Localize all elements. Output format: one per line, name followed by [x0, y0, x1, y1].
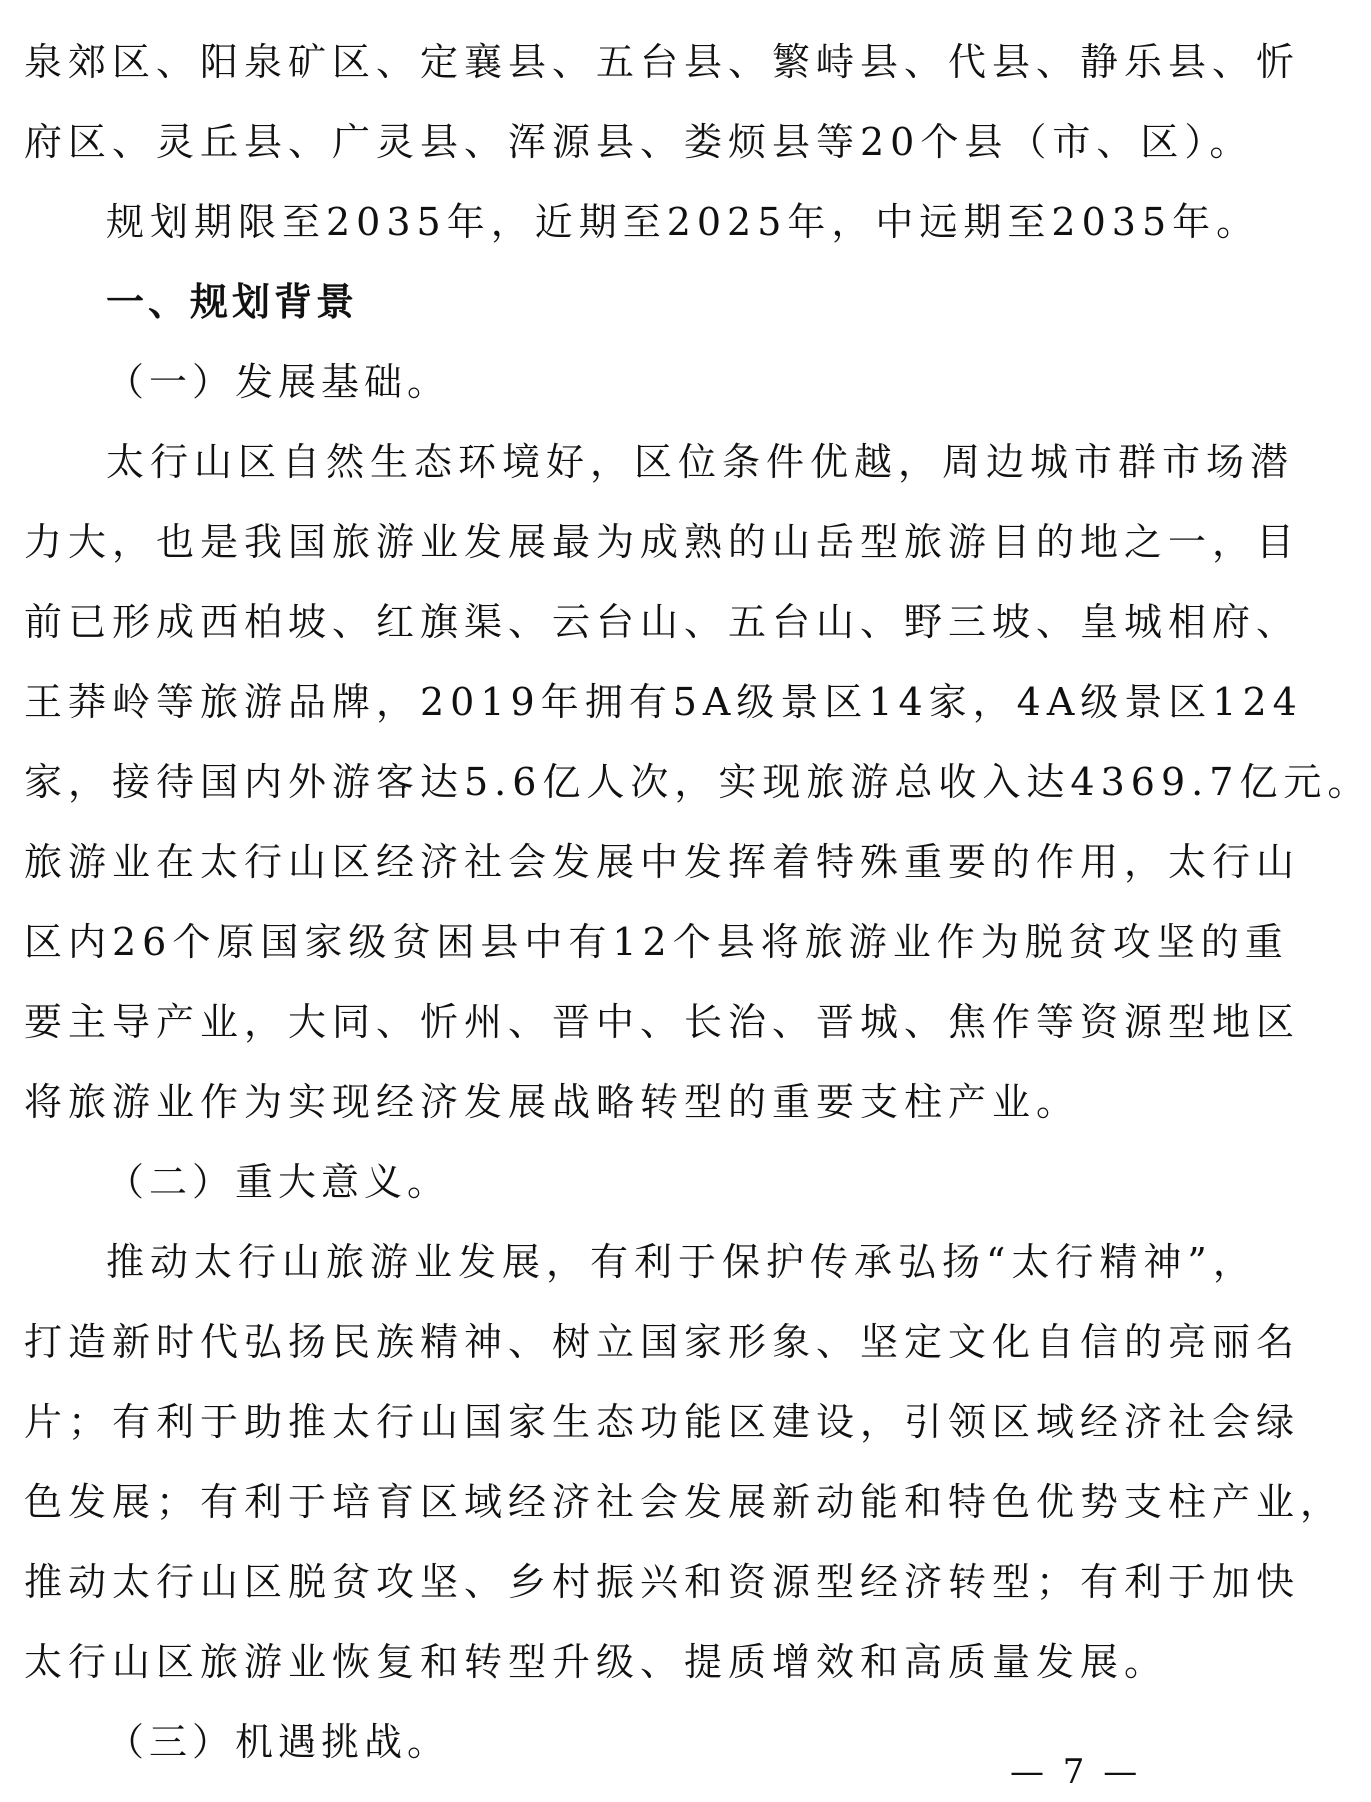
subsection-heading: （二）重大意义。 [106, 1160, 451, 1204]
paragraph-line: 家，接待国内外游客达5.6亿人次，实现旅游总收入达4369.7亿元。 [24, 760, 1371, 804]
paragraph-line: 府区、灵丘县、广灵县、浑源县、娄烦县等20个县（市、区）。 [24, 120, 1254, 164]
paragraph-line: 将旅游业作为实现经济发展战略转型的重要支柱产业。 [24, 1080, 1081, 1124]
subsection-heading: （三）机遇挑战。 [106, 1720, 451, 1764]
paragraph-line: 太行山区旅游业恢复和转型升级、提质增效和高质量发展。 [24, 1640, 1169, 1684]
paragraph-line: 要主导产业，大同、忻州、晋中、长治、晋城、焦作等资源型地区 [24, 1000, 1301, 1044]
paragraph-line: 王莽岭等旅游品牌，2019年拥有5A级景区14家，4A级景区124 [24, 680, 1303, 724]
paragraph-line: 打造新时代弘扬民族精神、树立国家形象、坚定文化自信的亮丽名 [24, 1320, 1301, 1364]
paragraph-line: 前已形成西柏坡、红旗渠、云台山、五台山、野三坡、皇城相府、 [24, 600, 1301, 644]
page-number: — 7 — [1010, 1752, 1142, 1792]
document-page [24, 0, 1371, 1782]
paragraph-line: 色发展；有利于培育区域经济社会发展新动能和特色优势支柱产业， [24, 1480, 1345, 1524]
paragraph-line: 片；有利于助推太行山国家生态功能区建设，引领区域经济社会绿 [24, 1400, 1301, 1444]
subsection-heading: （一）发展基础。 [106, 360, 451, 404]
paragraph-line: 规划期限至2035年，近期至2025年，中远期至2035年。 [106, 200, 1261, 244]
paragraph-line: 旅游业在太行山区经济社会发展中发挥着特殊重要的作用，太行山 [24, 840, 1301, 884]
paragraph-line: 泉郊区、阳泉矿区、定襄县、五台县、繁峙县、代县、静乐县、忻 [24, 40, 1301, 84]
paragraph-line: 推动太行山区脱贫攻坚、乡村振兴和资源型经济转型；有利于加快 [24, 1560, 1301, 1604]
section-heading: 一、规划背景 [106, 280, 359, 324]
paragraph-line: 区内26个原国家级贫困县中有12个县将旅游业作为脱贫攻坚的重 [24, 920, 1289, 964]
paragraph-line: 推动太行山旅游业发展，有利于保护传承弘扬“太行精神”， [106, 1240, 1257, 1284]
paragraph-line: 力大，也是我国旅游业发展最为成熟的山岳型旅游目的地之一，目 [24, 520, 1301, 564]
paragraph-line: 太行山区自然生态环境好，区位条件优越，周边城市群市场潜 [106, 440, 1295, 484]
